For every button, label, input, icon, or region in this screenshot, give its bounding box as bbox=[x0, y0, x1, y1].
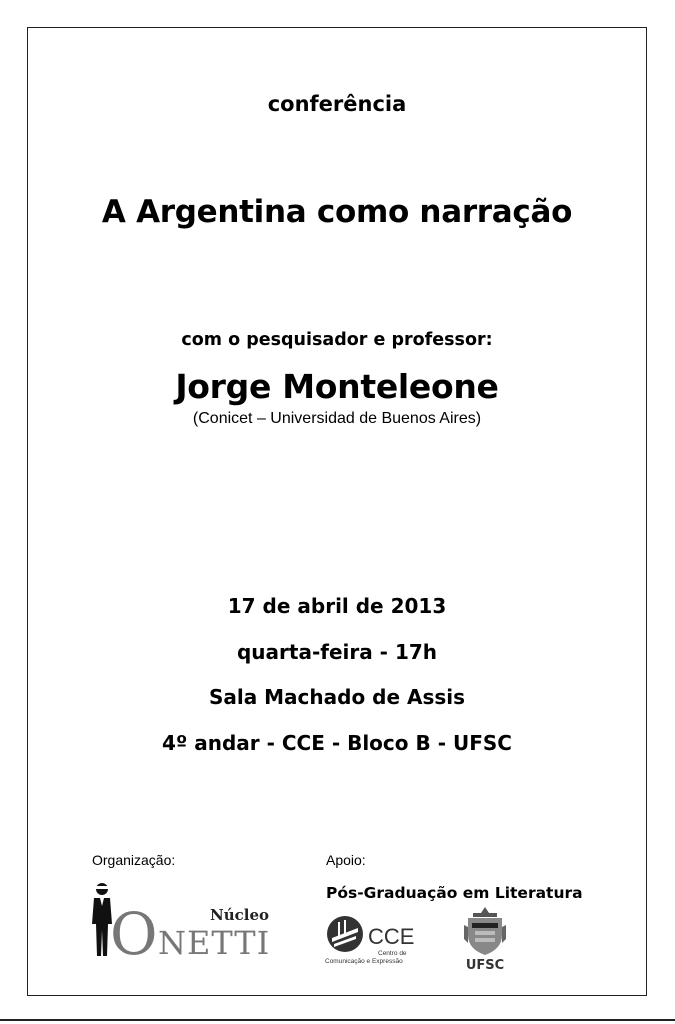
onetti-logo-rest: NETTI bbox=[158, 924, 270, 960]
cce-logo bbox=[324, 914, 420, 966]
onetti-logo-initial: O bbox=[110, 900, 158, 960]
cce-logo-line1: Centro de bbox=[378, 950, 407, 957]
poster-frame bbox=[27, 27, 647, 996]
page-bottom-rule bbox=[0, 1019, 675, 1021]
ufsc-logo-acronym: UFSC bbox=[465, 958, 505, 971]
speaker-intro: com o pesquisador e professor: bbox=[181, 330, 493, 350]
speaker-name: Jorge Monteleone bbox=[175, 367, 499, 406]
cce-logo-line2: Comunicação e Expressão bbox=[325, 958, 403, 965]
event-room: Sala Machado de Assis bbox=[208, 685, 466, 709]
cce-logo-acronym: CCE bbox=[368, 924, 415, 949]
event-weekday-time: quarta-feira - 17h bbox=[236, 640, 438, 664]
cce-emblem-icon bbox=[327, 916, 363, 952]
event-title: A Argentina como narração bbox=[101, 194, 573, 230]
support-label: Apoio: bbox=[326, 852, 366, 868]
event-location: 4º andar - CCE - Bloco B - UFSC bbox=[162, 731, 512, 755]
ufsc-crest-icon bbox=[464, 907, 506, 955]
ufsc-logo bbox=[458, 905, 512, 971]
organization-label: Organização: bbox=[92, 852, 176, 868]
speaker-affiliation: (Conicet – Universidad de Buenos Aires) bbox=[192, 410, 482, 427]
event-kicker: conferência bbox=[267, 92, 407, 116]
support-program: Pós-Graduação em Literatura bbox=[326, 884, 583, 902]
nucleo-onetti-logo bbox=[88, 880, 270, 960]
onetti-figure-icon bbox=[92, 883, 112, 956]
onetti-logo-top-text: Núcleo bbox=[210, 906, 269, 924]
event-date: 17 de abril de 2013 bbox=[227, 594, 447, 618]
